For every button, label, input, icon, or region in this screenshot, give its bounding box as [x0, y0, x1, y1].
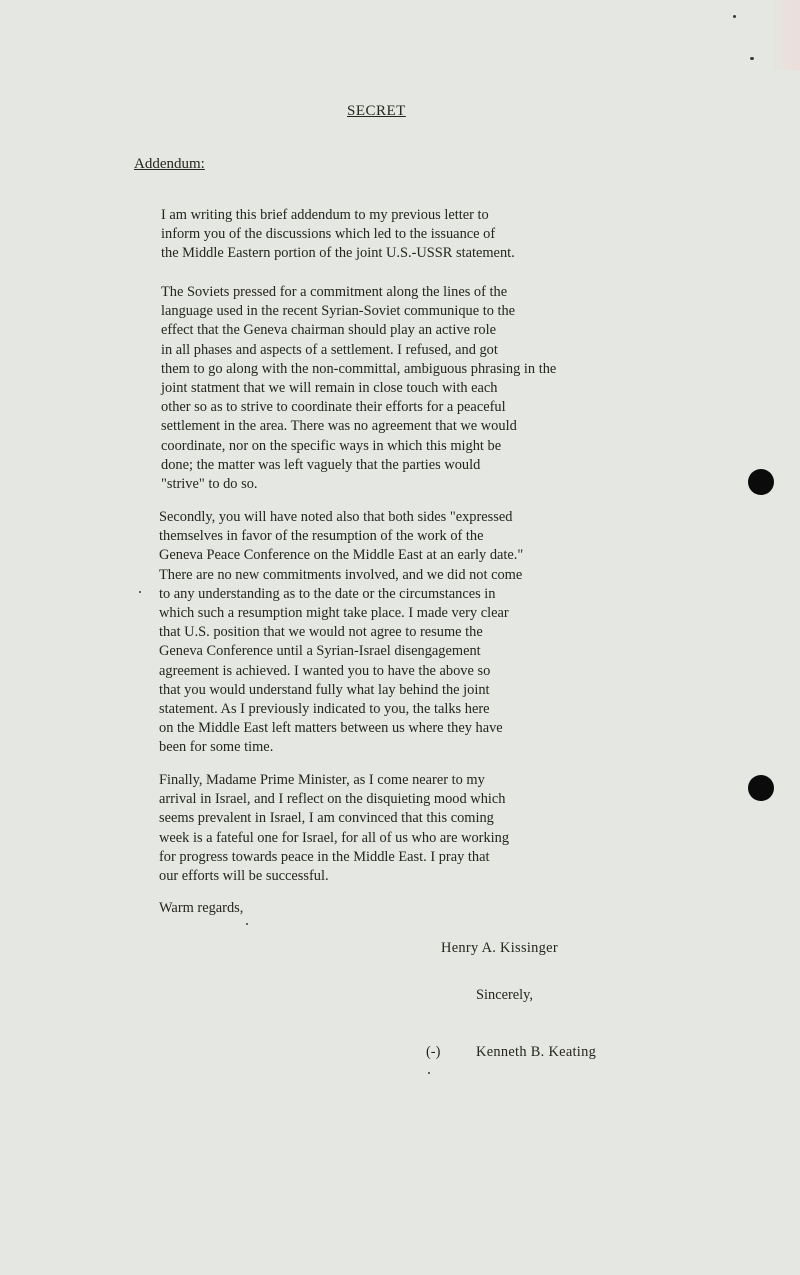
punch-hole	[748, 775, 774, 801]
text-line: them to go along with the non-committal, ambiguous phrasing in the	[161, 360, 557, 377]
paragraph-finally	[159, 771, 509, 886]
punch-hole	[748, 469, 774, 495]
text-line: arrival in Israel, and I reflect on the disquieting mood which	[159, 791, 506, 808]
signer-name: Henry A. Kissinger	[441, 940, 558, 956]
paper-speck	[733, 15, 736, 18]
text-line: for progress towards peace in the Middle East. I pray that	[159, 848, 490, 865]
text-line: There are no new commitments involved, and we did not come	[159, 566, 523, 583]
paragraph-secondly	[159, 508, 523, 758]
text-line: inform you of the discussions which led to the issuance of	[161, 226, 496, 243]
text-line: language used in the recent Syrian-Soviet communique to the	[161, 303, 516, 320]
addendum-heading: Addendum:	[134, 156, 205, 172]
closing-salutation: Warm regards,	[159, 900, 244, 916]
text-line: Secondly, you will have noted also that both sides "expressed	[159, 509, 513, 525]
text-line: week is a fateful one for Israel, for all of us who are working	[159, 829, 510, 846]
text-line: Geneva Conference until a Syrian-Israel disengagement	[159, 643, 481, 660]
paragraph-soviets	[161, 283, 556, 494]
classification-marking: SECRET	[347, 103, 406, 119]
signature-mark: (-)	[426, 1044, 441, 1060]
text-line: other so as to strive to coordinate their efforts for a peaceful	[161, 399, 506, 416]
text-line: effect that the Geneva chairman should play an active role	[161, 322, 496, 339]
text-line: "strive" to do so.	[161, 476, 258, 493]
text-line: themselves in favor of the resumption of the work of the	[159, 528, 484, 545]
paper-speck	[428, 1072, 430, 1074]
text-line: The Soviets pressed for a commitment along the lines of the	[161, 284, 508, 300]
text-line: done; the matter was left vaguely that the parties would	[161, 456, 481, 473]
text-line: statement. As I previously indicated to you, the talks here	[159, 701, 490, 718]
text-line: Geneva Peace Conference on the Middle East at an early date."	[159, 547, 524, 564]
paragraph-intro	[161, 206, 515, 264]
signature-name: Kenneth B. Keating	[476, 1044, 597, 1060]
text-line: our efforts will be successful.	[159, 868, 329, 885]
text-line: Finally, Madame Prime Minister, as I come nearer to my	[159, 772, 485, 788]
text-line: that you would understand fully what lay behind the joint	[159, 681, 490, 698]
text-line: coordinate, nor on the specific ways in which this might be	[161, 437, 502, 454]
paper-speck	[139, 591, 141, 593]
text-line: which such a resumption might take place. I made very clear	[159, 605, 509, 622]
text-line: in all phases and aspects of a settlement. I refused, and got	[161, 341, 498, 358]
text-line: I am writing this brief addendum to my previous letter to	[161, 207, 489, 223]
text-line: that U.S. position that we would not agree to resume the	[159, 624, 483, 641]
text-line: been for some time.	[159, 739, 274, 756]
paper-speck	[750, 57, 754, 60]
text-line: the Middle Eastern portion of the joint U.S.-USSR statement.	[161, 245, 515, 262]
text-line: on the Middle East left matters between us where they have	[159, 720, 503, 737]
text-line: agreement is achieved. I wanted you to have the above so	[159, 662, 491, 679]
paper-edge-discoloration	[774, 0, 800, 70]
text-line: settlement in the area. There was no agreement that we would	[161, 418, 517, 435]
paper-speck	[246, 923, 248, 925]
text-line: joint statment that we will remain in close touch with each	[161, 380, 498, 397]
text-line: to any understanding as to the date or the circumstances in	[159, 585, 496, 602]
text-line: seems prevalent in Israel, I am convinced that this coming	[159, 810, 494, 827]
sincerely-line: Sincerely,	[476, 987, 534, 1003]
